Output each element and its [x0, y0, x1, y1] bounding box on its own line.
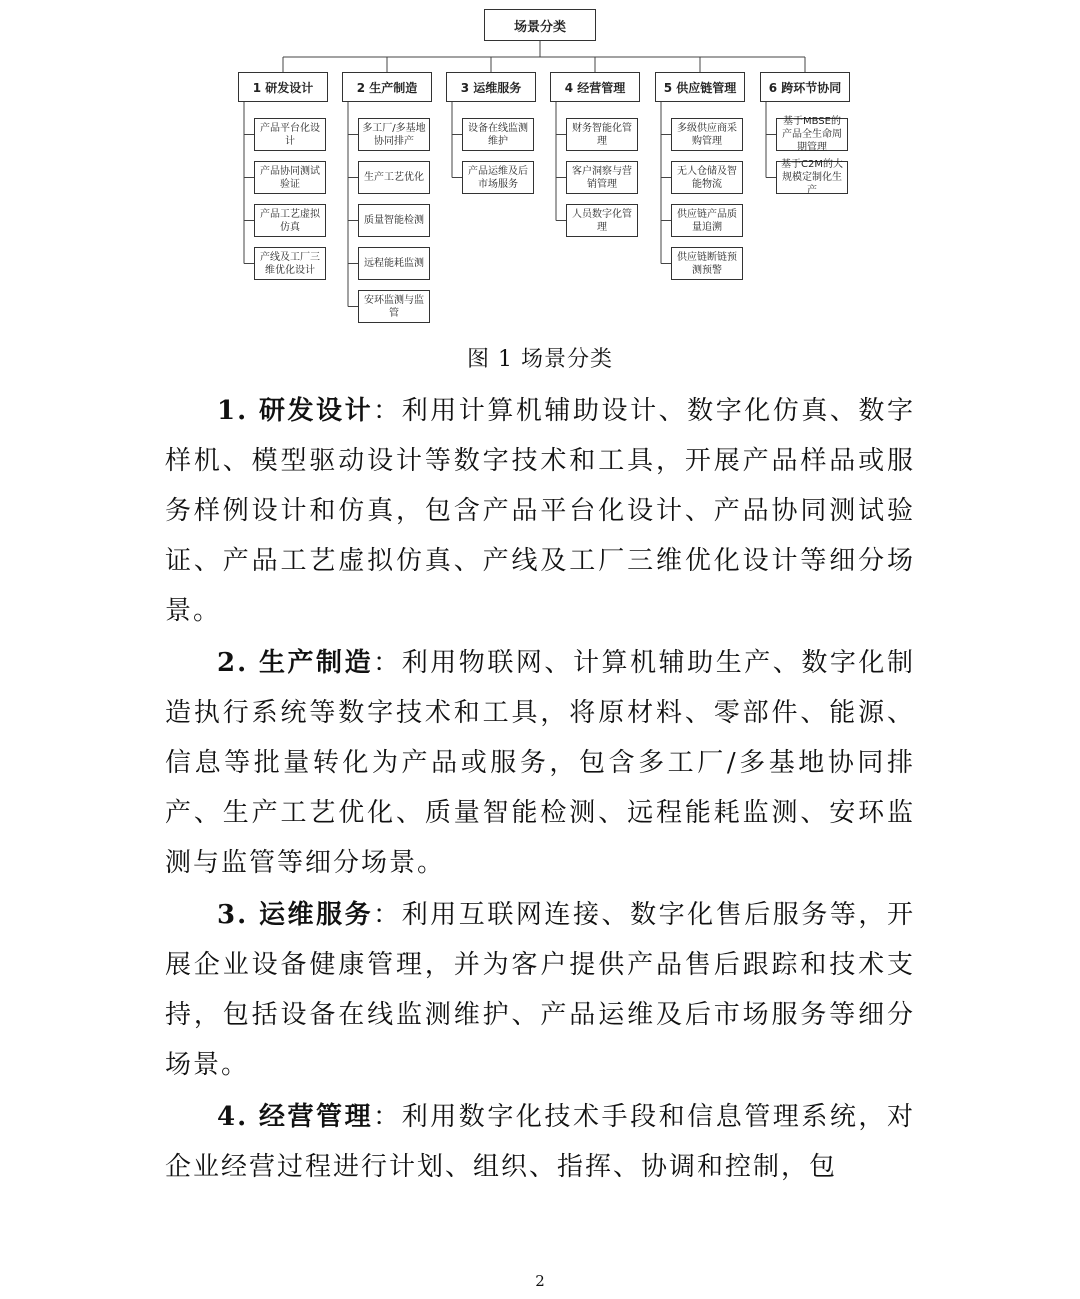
scenario-box: 远程能耗监测	[358, 247, 430, 280]
paragraph-4-number: 4.	[217, 1102, 249, 1132]
scenario-box: 基于C2M的大规模定制化生产	[776, 161, 848, 194]
scenario-box: 基于MBSE的产品全生命周期管理	[776, 118, 848, 151]
paragraph-4-heading: 经营管理	[258, 1102, 374, 1132]
scenario-box: 产品平台化设计	[254, 118, 326, 151]
paragraph-1	[165, 386, 915, 636]
paragraph-2	[165, 638, 915, 888]
scenario-box: 生产工艺优化	[358, 161, 430, 194]
category-box: 2 生产制造	[342, 72, 432, 102]
scenario-box: 产品运维及后市场服务	[462, 161, 534, 194]
page-number: 2	[535, 1272, 545, 1290]
category-box: 1 研发设计	[238, 72, 328, 102]
paragraph-2-number: 2.	[217, 648, 249, 678]
scenario-box: 设备在线监测维护	[462, 118, 534, 151]
scenario-box: 无人仓储及智能物流	[671, 161, 743, 194]
paragraph-3-body: ：利用互联网连接、数字化售后服务等，开展企业设备健康管理，并为客户提供产品售后跟踪和技术支持，包括设备在线监测维护、产品运维及后市场服务等细分场景。	[165, 900, 915, 1080]
scenario-box: 多工厂/多基地协同排产	[358, 118, 430, 151]
paragraph-4-body: ：利用数字化技术手段和信息管理系统，对企业经营过程进行计划、组织、指挥、协调和控制，包	[165, 1102, 915, 1182]
scenario-box: 客户洞察与营销管理	[566, 161, 638, 194]
scenario-box: 产线及工厂三维优化设计	[254, 247, 326, 280]
paragraph-1-body: ：利用计算机辅助设计、数字化仿真、数字样机、模型驱动设计等数字技术和工具，开展产品样品或服务样例设计和仿真，包含产品平台化设计、产品协同测试验证、产品工艺虚拟仿真、产线及工厂三维优化设计等细分场景。	[165, 396, 915, 626]
tree-connector-lines	[0, 0, 1080, 340]
scenario-box: 产品协同测试验证	[254, 161, 326, 194]
root-box: 场景分类	[484, 9, 596, 41]
category-box: 4 经营管理	[550, 72, 640, 102]
scenario-box: 人员数字化管理	[566, 204, 638, 237]
category-box: 6 跨环节协同	[760, 72, 850, 102]
paragraph-2-body: ：利用物联网、计算机辅助生产、数字化制造执行系统等数字技术和工具，将原材料、零部件、能源、信息等批量转化为产品或服务，包含多工厂/多基地协同排产、生产工艺优化、质量智能检测、远程能耗监测、安环监测与监管等细分场景。	[165, 648, 915, 878]
scenario-box: 质量智能检测	[358, 204, 430, 237]
scenario-box: 多级供应商采购管理	[671, 118, 743, 151]
scenario-box: 财务智能化管理	[566, 118, 638, 151]
category-box: 5 供应链管理	[655, 72, 745, 102]
paragraph-1-number: 1.	[217, 396, 249, 426]
figure-caption: 图 1 场景分类	[467, 347, 613, 372]
category-box: 3 运维服务	[446, 72, 536, 102]
paragraph-3	[165, 890, 915, 1090]
scenario-box: 产品工艺虚拟仿真	[254, 204, 326, 237]
paragraph-1-heading: 研发设计	[258, 396, 374, 426]
scenario-box: 供应链断链预测预警	[671, 247, 743, 280]
scenario-box: 安环监测与监管	[358, 290, 430, 323]
scenario-box: 供应链产品质量追溯	[671, 204, 743, 237]
paragraph-2-heading: 生产制造	[258, 648, 374, 678]
paragraph-3-number: 3.	[217, 900, 249, 930]
paragraph-4	[165, 1092, 915, 1192]
paragraph-3-heading: 运维服务	[258, 900, 374, 930]
